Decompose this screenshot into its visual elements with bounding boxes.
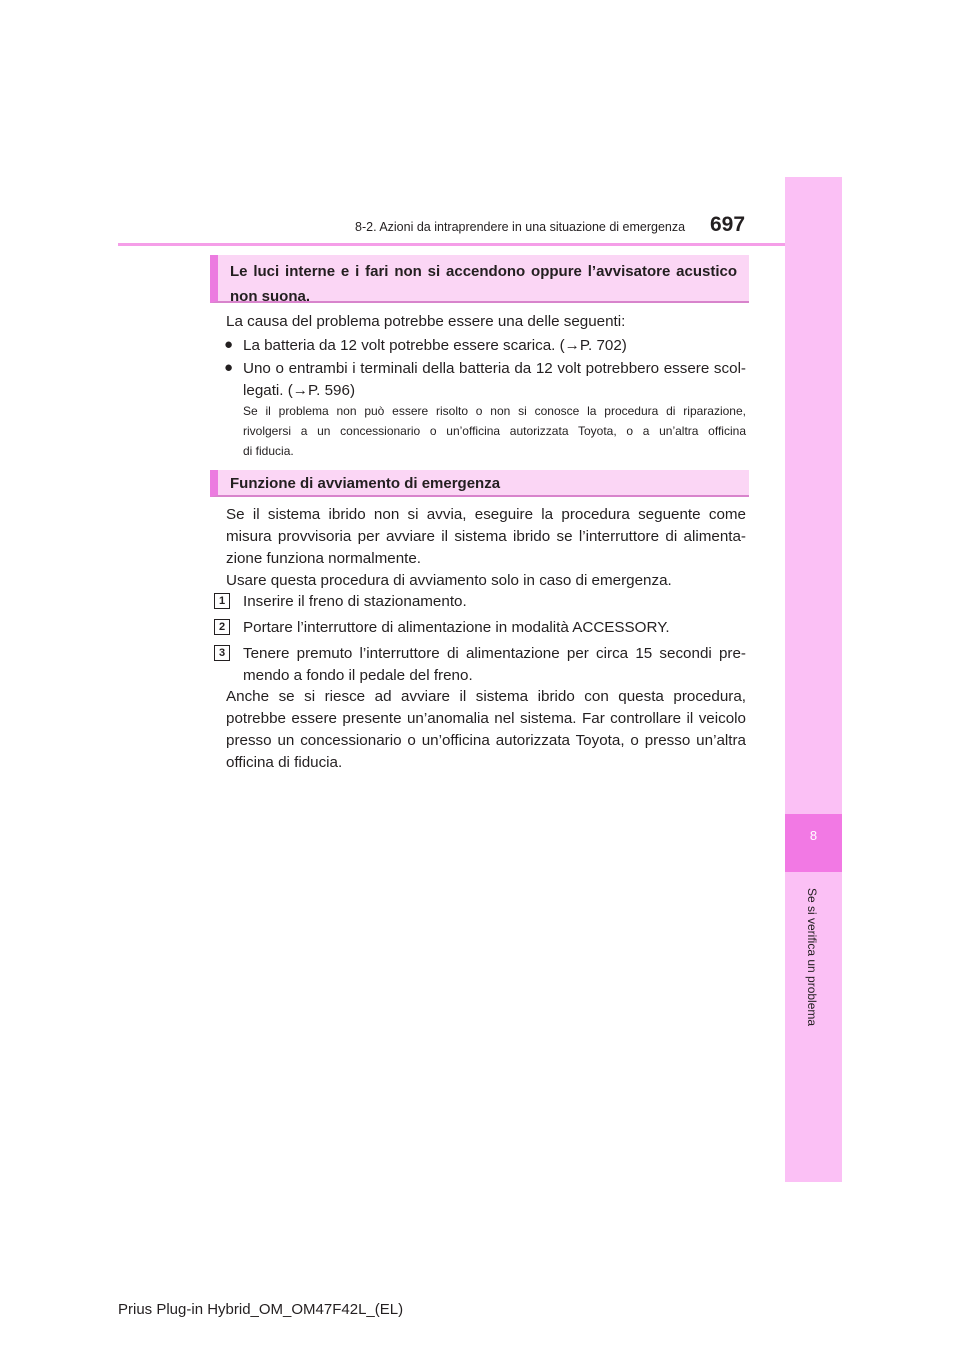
closing-line: Anche se si riesce ad avviare il sistema ibrido con questa procedura, [226,688,746,705]
note-line: Se il problema non può essere risolto o non si conosce la procedura di riparazione, [243,404,746,418]
step-line: mendo a fondo il pedale del freno. [243,667,473,684]
step-number-box: 3 [214,645,230,661]
intro-text: La causa del problema potrebbe essere una delle seguenti: [226,313,626,330]
intro-line: Usare questa procedura di avviamento solo in caso di emergenza. [226,572,672,589]
heading-line: non suona. [230,288,310,305]
chapter-number-box [785,814,842,872]
note-line: rivolgersi a un concessionario o un’officina autorizzata Toyota, o a un’altra officina [243,424,746,438]
header-rule [118,243,842,246]
chapter-number: 8 [809,828,818,843]
section-heading-emergency-start: Funzione di avviamento di emergenza [210,470,749,497]
closing-line: potrebbe essere presente un’anomalia nel sistema. Far controllare il veicolo [226,710,746,727]
step-number-box: 2 [214,619,230,635]
footer-manual-code: Prius Plug-in Hybrid_OM_OM47F42L_(EL) [118,1301,404,1318]
bullet-item: La batteria da 12 volt potrebbe essere scarica. (→P. 702) [243,337,627,354]
chapter-title: Se si verifica un problema [805,888,819,1027]
bullet-icon: ● [224,336,234,353]
step-number-box: 1 [214,593,230,609]
step-text: Inserire il freno di stazionamento. [243,593,467,610]
closing-line: officina di fiducia. [226,754,343,771]
bullet-line: legati. (→P. 596) [243,382,355,399]
step-line: Tenere premuto l’interruttore di alimentazione per circa 15 secondi pre- [243,645,746,662]
closing-line: presso un concessionario o un’officina autorizzata Toyota, o presso un’altra [226,732,746,749]
bullet-icon: ● [224,359,234,376]
intro-line: Se il sistema ibrido non si avvia, eseguire la procedura seguente come [226,506,746,523]
note-text [243,401,746,461]
closing-text [226,686,746,774]
page-number: 697 [710,213,746,236]
intro-line: zione funziona normalmente. [226,550,422,567]
step-text [243,643,746,687]
section2-intro [226,504,746,592]
bullet-item [243,358,746,402]
header-section-title: 8-2. Azioni da intraprendere in una situazione di emergenza [355,220,686,234]
chapter-side-tab [785,177,842,1182]
note-line: di fiducia. [243,444,294,458]
step-text: Portare l’interruttore di alimentazione in modalità ACCESSORY. [243,619,670,636]
intro-line: misura provvisoria per avviare il sistema ibrido se l’interruttore di alimenta- [226,528,746,545]
heading-line: Le luci interne e i fari non si accendono oppure l’avvisatore acustico [230,263,737,280]
section-heading-lights [210,255,749,303]
bullet-line: Uno o entrambi i terminali della batteria da 12 volt potrebbero essere scol- [243,360,746,377]
